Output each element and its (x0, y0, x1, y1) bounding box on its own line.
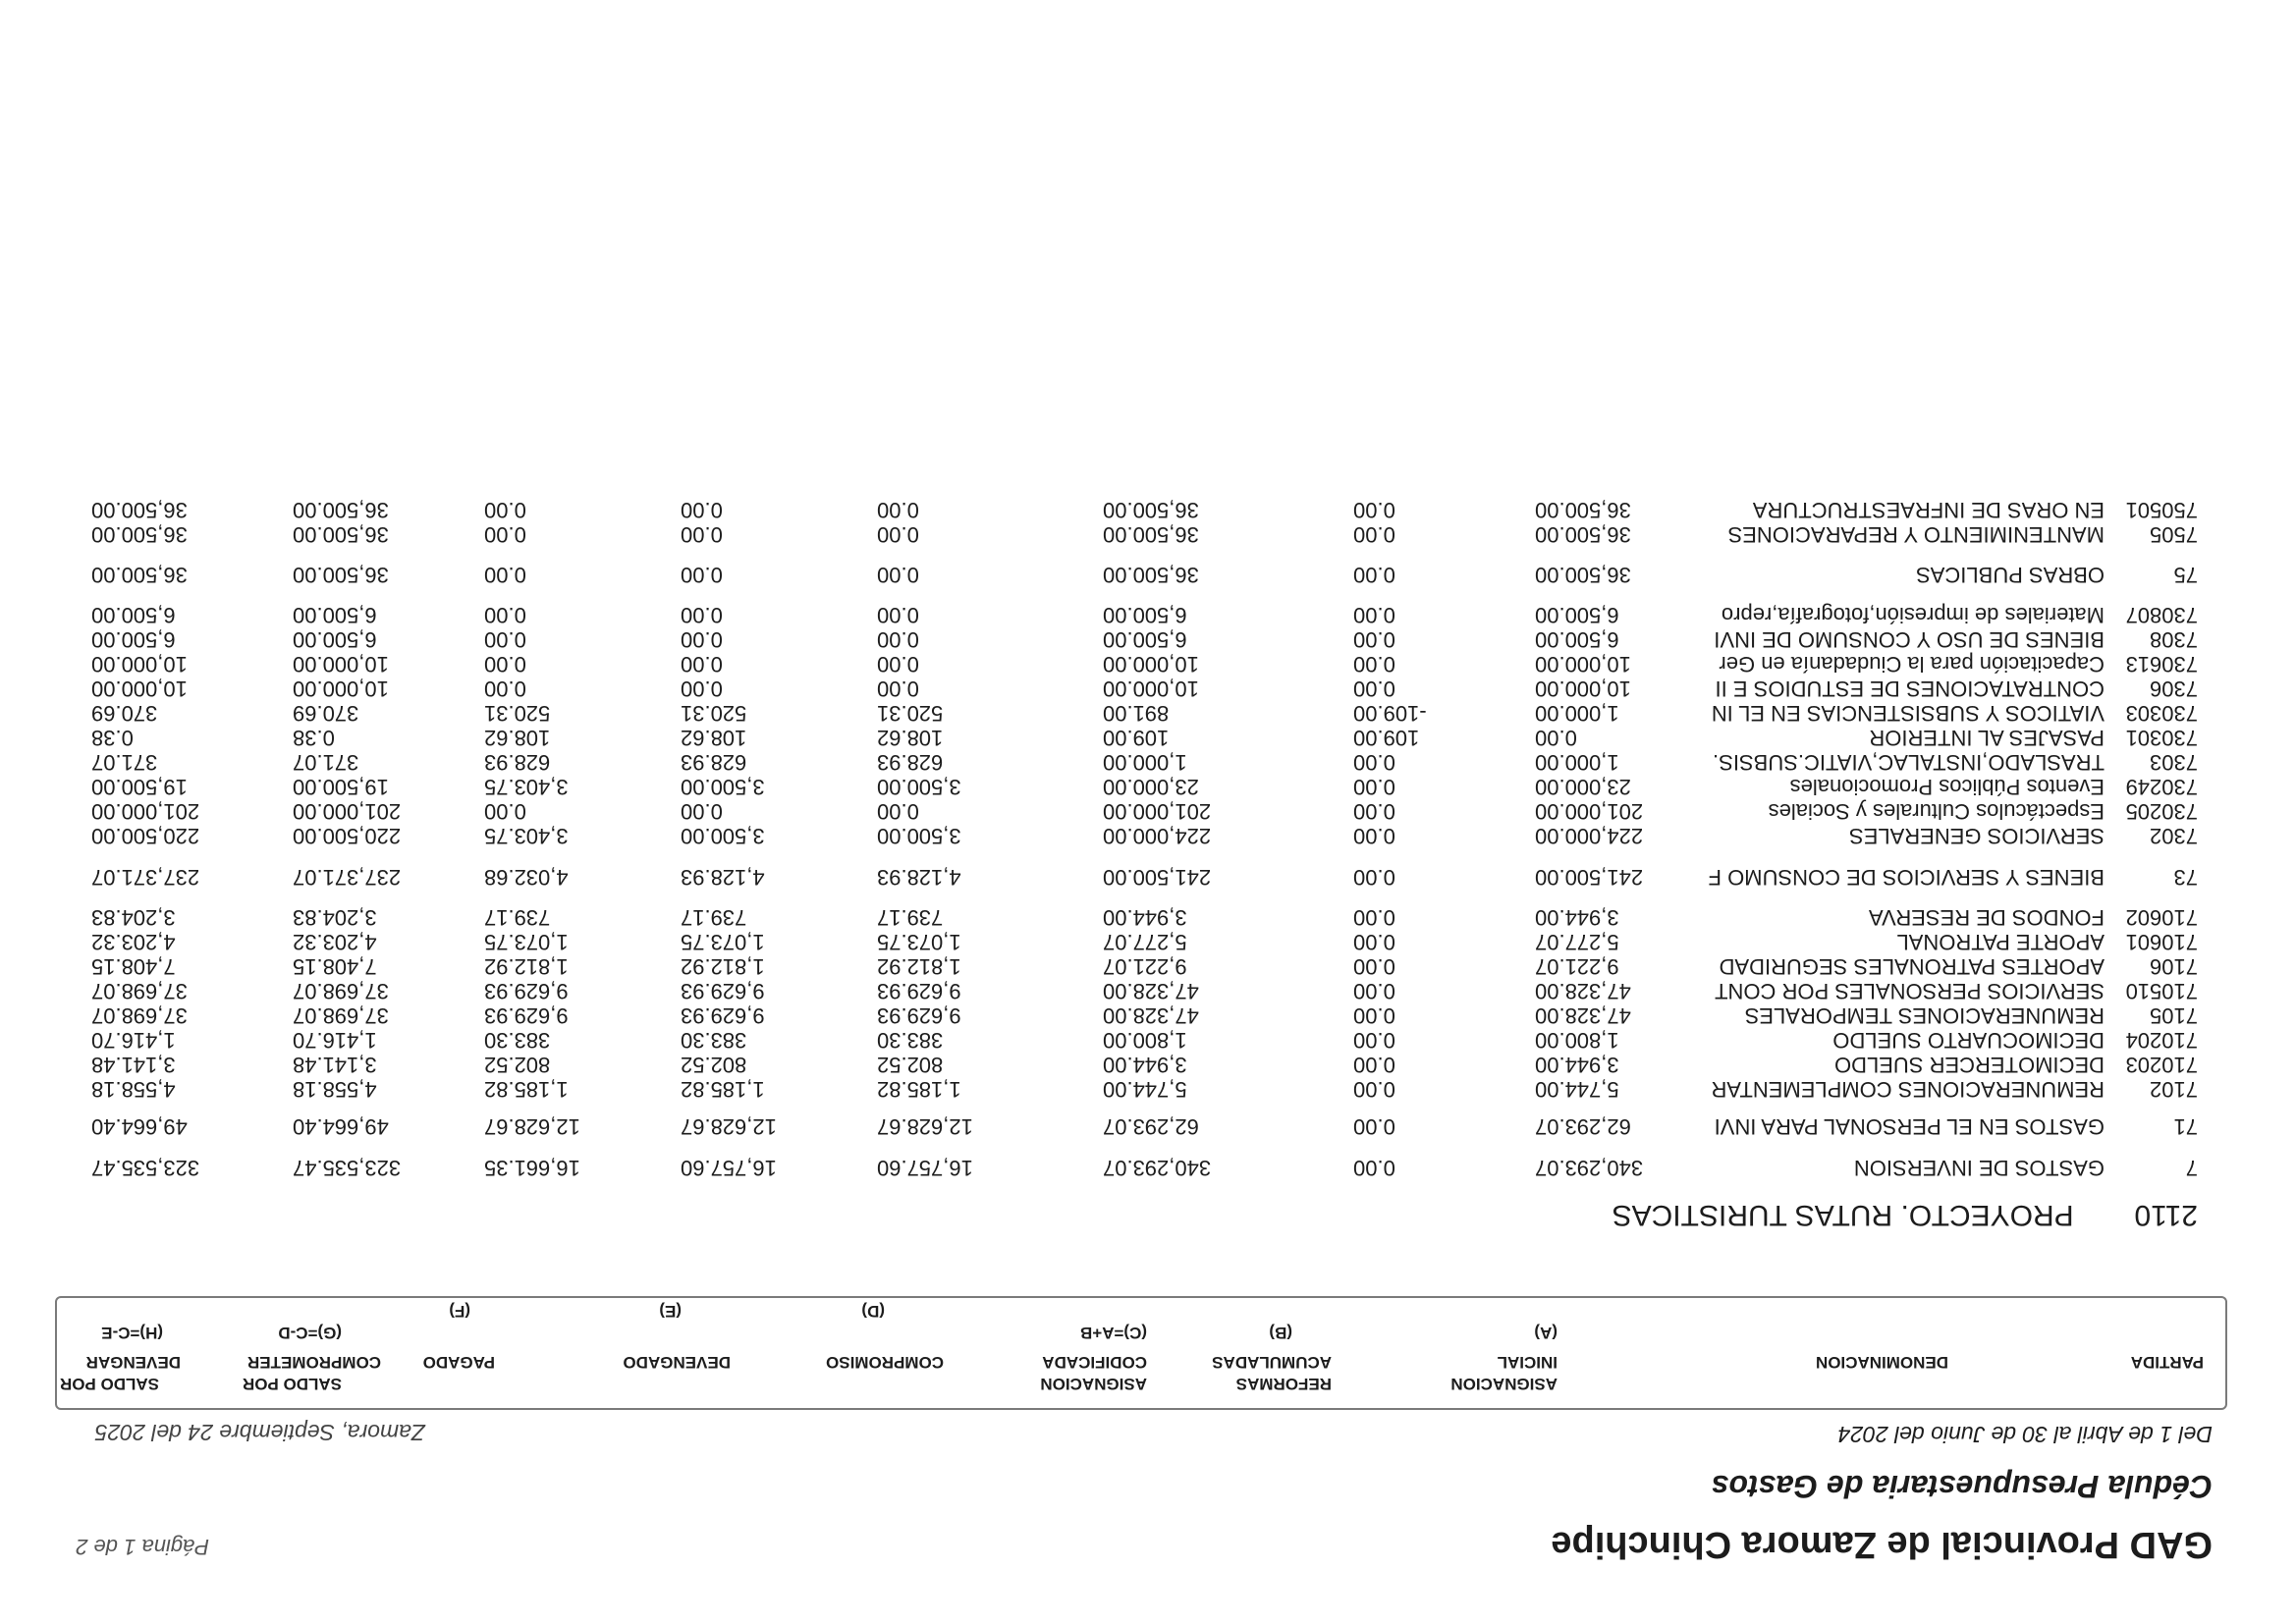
amount-cell-f: 1,812.92 (484, 954, 569, 979)
col-header-asignacion-inicial: ASIGNACION INICIAL (A) (1450, 1324, 1558, 1393)
amount-cell-h: 36,500.00 (91, 563, 188, 587)
denominacion-cell: GASTOS DE INVERSION (1853, 1156, 2105, 1180)
amount-cell-h: 370.69 (91, 701, 158, 726)
amount-cell-c: 36,500.00 (1103, 522, 1199, 547)
amount-cell-f: 12,628.67 (484, 1114, 580, 1139)
amount-cell-d: 0.00 (877, 799, 919, 824)
amount-cell-h: 1,416.70 (91, 1028, 176, 1053)
amount-cell-b: 0.00 (1353, 677, 1395, 701)
amount-cell-d: 0.00 (877, 677, 919, 701)
amount-cell-a: 10,000.00 (1535, 677, 1631, 701)
denominacion-cell: Materiales de impresión,fotografía,repro (1721, 603, 2105, 627)
amount-cell-c: 36,500.00 (1103, 563, 1199, 587)
amount-cell-d: 4,128.93 (877, 865, 961, 890)
table-row (0, 493, 2296, 522)
amount-cell-h: 37,698.07 (91, 979, 188, 1003)
amount-cell-b: 0.00 (1353, 522, 1395, 547)
amount-cell-g: 36,500.00 (293, 522, 389, 547)
amount-cell-b: 0.00 (1353, 652, 1395, 677)
amount-cell-e: 0.00 (681, 677, 723, 701)
amount-cell-g: 3,141.48 (293, 1053, 377, 1077)
amount-cell-d: 0.00 (877, 603, 919, 627)
amount-cell-b: 0.00 (1353, 1028, 1395, 1053)
amount-cell-h: 201,000.00 (91, 799, 200, 824)
amount-cell-f: 0.00 (484, 498, 526, 522)
amount-cell-g: 4,203.32 (293, 930, 377, 954)
partida-cell: 710204 (2125, 1028, 2198, 1053)
amount-cell-f: 0.00 (484, 677, 526, 701)
amount-cell-g: 1,416.70 (293, 1028, 377, 1053)
amount-cell-h: 37,698.07 (91, 1003, 188, 1028)
amount-cell-c: 5,277.07 (1103, 930, 1187, 954)
amount-cell-d: 0.00 (877, 627, 919, 652)
amount-cell-f: 1,185.82 (484, 1077, 569, 1102)
amount-cell-d: 0.00 (877, 563, 919, 587)
amount-cell-a: 340,293.07 (1535, 1156, 1644, 1180)
amount-cell-f: 0.00 (484, 799, 526, 824)
amount-cell-a: 10,000.00 (1535, 652, 1631, 677)
amount-cell-c: 6,500.00 (1103, 627, 1187, 652)
amount-cell-h: 49,664.40 (91, 1114, 188, 1139)
amount-cell-b: 0.00 (1353, 799, 1395, 824)
table-row (0, 860, 2296, 890)
amount-cell-f: 3,403.75 (484, 775, 569, 799)
denominacion-cell: BIENES Y SERVICIOS DE CONSUMO F (1708, 865, 2105, 890)
amount-cell-d: 383.30 (877, 1028, 944, 1053)
partida-cell: 710203 (2125, 1053, 2198, 1077)
amount-cell-d: 802.52 (877, 1053, 944, 1077)
amount-cell-f: 0.00 (484, 603, 526, 627)
partida-cell: 75 (2173, 563, 2198, 587)
amount-cell-a: 36,500.00 (1535, 498, 1631, 522)
amount-cell-d: 0.00 (877, 498, 919, 522)
amount-cell-e: 108.62 (681, 726, 747, 750)
amount-cell-e: 1,185.82 (681, 1077, 765, 1102)
amount-cell-e: 0.00 (681, 799, 723, 824)
amount-cell-g: 4,558.18 (293, 1077, 377, 1102)
partida-cell: 7306 (2150, 677, 2198, 701)
amount-cell-b: 0.00 (1353, 498, 1395, 522)
partida-cell: 730613 (2125, 652, 2198, 677)
col-header-devengado: DEVENGADO (E) (623, 1302, 731, 1372)
amount-cell-b: 0.00 (1353, 865, 1395, 890)
denominacion-cell: SERVICIOS PERSONALES POR CONT (1715, 979, 2105, 1003)
partida-cell: 730301 (2125, 726, 2198, 750)
amount-cell-c: 3,944.00 (1103, 905, 1187, 930)
amount-cell-c: 1,000.00 (1103, 750, 1187, 775)
denominacion-cell: DECIMOCUARTO SUELDO (1832, 1028, 2105, 1053)
amount-cell-d: 3,500.00 (877, 775, 961, 799)
amount-cell-g: 201,000.00 (293, 799, 402, 824)
amount-cell-g: 19,500.00 (293, 775, 389, 799)
amount-cell-d: 0.00 (877, 522, 919, 547)
amount-cell-h: 0.38 (91, 726, 134, 750)
amount-cell-c: 109.00 (1103, 726, 1170, 750)
amount-cell-e: 1,812.92 (681, 954, 765, 979)
amount-cell-h: 10,000.00 (91, 652, 188, 677)
col-header-saldo-devengar: SALDO POR DEVENGAR (H)=C-E (59, 1324, 181, 1393)
amount-cell-c: 6,500.00 (1103, 603, 1187, 627)
amount-cell-a: 241,500.00 (1535, 865, 1644, 890)
amount-cell-c: 47,328.00 (1103, 979, 1199, 1003)
amount-cell-a: 5,277.07 (1535, 930, 1619, 954)
amount-cell-d: 1,073.75 (877, 930, 961, 954)
partida-cell: 7 (2185, 1156, 2198, 1180)
amount-cell-b: -109.00 (1353, 701, 1427, 726)
amount-cell-a: 6,500.00 (1535, 627, 1619, 652)
amount-cell-c: 47,328.00 (1103, 1003, 1199, 1028)
amount-cell-b: 0.00 (1353, 1156, 1395, 1180)
denominacion-cell: MANTENIMIENTO Y REPARACIONES (1727, 522, 2105, 547)
amount-cell-e: 9,629.93 (681, 979, 765, 1003)
partida-cell: 730205 (2125, 799, 2198, 824)
amount-cell-h: 36,500.00 (91, 522, 188, 547)
denominacion-cell: PASAJES AL INTERIOR (1869, 726, 2105, 750)
partida-cell: 730807 (2125, 603, 2198, 627)
amount-cell-g: 237,371.07 (293, 865, 402, 890)
denominacion-cell: APORTES PATRONALES SEGURIDAD (1719, 954, 2105, 979)
amount-cell-e: 0.00 (681, 498, 723, 522)
amount-cell-g: 370.69 (293, 701, 359, 726)
amount-cell-d: 1,812.92 (877, 954, 961, 979)
amount-cell-h: 10,000.00 (91, 677, 188, 701)
amount-cell-f: 0.00 (484, 563, 526, 587)
denominacion-cell: FONDOS DE RESERVA (1868, 905, 2105, 930)
amount-cell-a: 1,800.00 (1535, 1028, 1619, 1053)
amount-cell-f: 0.00 (484, 627, 526, 652)
amount-cell-e: 4,128.93 (681, 865, 765, 890)
amount-cell-g: 220,500.00 (293, 824, 402, 848)
col-header-saldo-comprometer: SALDO POR COMPROMETER (G)=C-D (242, 1324, 381, 1393)
amount-cell-a: 23,000.00 (1535, 775, 1631, 799)
amount-cell-g: 49,664.40 (293, 1114, 389, 1139)
denominacion-cell: DECIMOTERCER SUELDO (1833, 1053, 2105, 1077)
amount-cell-e: 628.93 (681, 750, 747, 775)
amount-cell-b: 0.00 (1353, 824, 1395, 848)
amount-cell-d: 9,629.93 (877, 979, 961, 1003)
amount-cell-f: 0.00 (484, 652, 526, 677)
amount-cell-e: 9,629.93 (681, 1003, 765, 1028)
amount-cell-b: 0.00 (1353, 905, 1395, 930)
amount-cell-e: 0.00 (681, 652, 723, 677)
amount-cell-h: 371.07 (91, 750, 158, 775)
amount-cell-a: 6,500.00 (1535, 603, 1619, 627)
amount-cell-e: 520.31 (681, 701, 747, 726)
amount-cell-c: 891.00 (1103, 701, 1170, 726)
amount-cell-b: 0.00 (1353, 1114, 1395, 1139)
amount-cell-c: 340,293.07 (1103, 1156, 1212, 1180)
amount-cell-d: 3,500.00 (877, 824, 961, 848)
amount-cell-d: 0.00 (877, 652, 919, 677)
amount-cell-b: 0.00 (1353, 1077, 1395, 1102)
amount-cell-g: 371.07 (293, 750, 359, 775)
table-row (0, 598, 2296, 627)
amount-cell-e: 3,500.00 (681, 824, 765, 848)
amount-cell-c: 10,000.00 (1103, 677, 1199, 701)
partida-cell: 750501 (2125, 498, 2198, 522)
col-header-partida: PARTIDA (2130, 1353, 2204, 1372)
amount-cell-b: 0.00 (1353, 563, 1395, 587)
col-header-compromiso: COMPROMISO (D) (826, 1302, 944, 1372)
partida-cell: 7102 (2150, 1077, 2198, 1102)
amount-cell-g: 36,500.00 (293, 563, 389, 587)
amount-cell-d: 9,629.93 (877, 1003, 961, 1028)
amount-cell-g: 7,408.15 (293, 954, 377, 979)
amount-cell-h: 6,500.00 (91, 603, 176, 627)
section-name: PROYECTO. RUTAS TURISTICAS (1612, 1199, 2074, 1231)
amount-cell-h: 323,535.47 (91, 1156, 200, 1180)
amount-cell-b: 0.00 (1353, 1003, 1395, 1028)
amount-cell-b: 0.00 (1353, 930, 1395, 954)
col-header-reformas: REFORMAS ACUMULADAS (B) (1212, 1324, 1332, 1393)
partida-cell: 7105 (2150, 1003, 2198, 1028)
amount-cell-h: 3,204.83 (91, 905, 176, 930)
amount-cell-f: 0.00 (484, 522, 526, 547)
amount-cell-f: 739.17 (484, 905, 551, 930)
amount-cell-h: 4,558.18 (91, 1077, 176, 1102)
col-header-asignacion-codificada: ASIGNACION CODIFICADA (C)=A+B (1040, 1324, 1147, 1393)
amount-cell-b: 0.00 (1353, 1053, 1395, 1077)
amount-cell-b: 0.00 (1353, 627, 1395, 652)
amount-cell-d: 520.31 (877, 701, 944, 726)
partida-cell: 7308 (2150, 627, 2198, 652)
amount-cell-a: 47,328.00 (1535, 979, 1631, 1003)
amount-cell-b: 0.00 (1353, 979, 1395, 1003)
amount-cell-f: 3,403.75 (484, 824, 569, 848)
amount-cell-h: 3,141.48 (91, 1053, 176, 1077)
amount-cell-b: 0.00 (1353, 750, 1395, 775)
amount-cell-d: 108.62 (877, 726, 944, 750)
amount-cell-g: 6,500.00 (293, 627, 377, 652)
amount-cell-g: 3,204.83 (293, 905, 377, 930)
report-subtitle: Cédula Presupuestaria de Gastos (1711, 1469, 2213, 1504)
amount-cell-f: 383.30 (484, 1028, 551, 1053)
table-row (0, 900, 2296, 930)
amount-cell-h: 237,371.07 (91, 865, 200, 890)
amount-cell-e: 802.52 (681, 1053, 747, 1077)
amount-cell-b: 0.00 (1353, 954, 1395, 979)
amount-cell-a: 5,744.00 (1535, 1077, 1619, 1102)
amount-cell-c: 224,000.00 (1103, 824, 1212, 848)
amount-cell-h: 7,408.15 (91, 954, 176, 979)
amount-cell-f: 9,629.93 (484, 1003, 569, 1028)
amount-cell-g: 6,500.00 (293, 603, 377, 627)
amount-cell-a: 3,944.00 (1535, 1053, 1619, 1077)
denominacion-cell: REMUNERACIONES TEMPORALES (1744, 1003, 2105, 1028)
amount-cell-e: 0.00 (681, 522, 723, 547)
amount-cell-e: 0.00 (681, 603, 723, 627)
partida-cell: 73 (2173, 865, 2198, 890)
amount-cell-h: 36,500.00 (91, 498, 188, 522)
amount-cell-c: 201,000.00 (1103, 799, 1212, 824)
partida-cell: 7303 (2150, 750, 2198, 775)
amount-cell-a: 9,221.07 (1535, 954, 1619, 979)
amount-cell-d: 628.93 (877, 750, 944, 775)
amount-cell-g: 37,698.07 (293, 1003, 389, 1028)
amount-cell-d: 12,628.67 (877, 1114, 973, 1139)
amount-cell-e: 12,628.67 (681, 1114, 777, 1139)
amount-cell-f: 16,661.35 (484, 1156, 580, 1180)
amount-cell-g: 323,535.47 (293, 1156, 402, 1180)
amount-cell-c: 36,500.00 (1103, 498, 1199, 522)
table-row (0, 558, 2296, 587)
amount-cell-a: 201,000.00 (1535, 799, 1644, 824)
denominacion-cell: REMUNERACIONES COMPLEMENTAR (1711, 1077, 2105, 1102)
amount-cell-a: 224,000.00 (1535, 824, 1644, 848)
amount-cell-e: 3,500.00 (681, 775, 765, 799)
amount-cell-a: 0.00 (1535, 726, 1577, 750)
partida-cell: 7302 (2150, 824, 2198, 848)
denominacion-cell: OBRAS PUBLICAS (1916, 563, 2105, 587)
amount-cell-h: 220,500.00 (91, 824, 200, 848)
amount-cell-h: 4,203.32 (91, 930, 176, 954)
partida-cell: 710602 (2125, 905, 2198, 930)
denominacion-cell: Eventos Públicos Promocionales (1789, 775, 2105, 799)
report-period: Del 1 de Abril al 30 de Junio del 2024 (1837, 1422, 2213, 1447)
amount-cell-f: 1,073.75 (484, 930, 569, 954)
denominacion-cell: GASTOS EN EL PERSONAL PARA INVI (1714, 1114, 2105, 1139)
amount-cell-c: 3,944.00 (1103, 1053, 1187, 1077)
amount-cell-h: 19,500.00 (91, 775, 188, 799)
amount-cell-c: 23,000.00 (1103, 775, 1199, 799)
table-row (0, 1151, 2296, 1180)
partida-cell: 730303 (2125, 701, 2198, 726)
amount-cell-a: 1,000.00 (1535, 701, 1619, 726)
col-header-pagado: PAGADO (F) (422, 1302, 495, 1372)
denominacion-cell: SERVICIOS GENERALES (1848, 824, 2105, 848)
amount-cell-f: 802.52 (484, 1053, 551, 1077)
denominacion-cell: APORTE PATRONAL (1896, 930, 2105, 954)
amount-cell-h: 6,500.00 (91, 627, 176, 652)
amount-cell-g: 10,000.00 (293, 677, 389, 701)
partida-cell: 71 (2173, 1114, 2198, 1139)
amount-cell-a: 47,328.00 (1535, 1003, 1631, 1028)
denominacion-cell: CONTRATACIONES DE ESTUDIOS E II (1715, 677, 2105, 701)
amount-cell-e: 0.00 (681, 563, 723, 587)
amount-cell-a: 62,293.07 (1535, 1114, 1631, 1139)
partida-cell: 730249 (2125, 775, 2198, 799)
denominacion-cell: Capacitación para la Ciudadanía en Ger (1719, 652, 2105, 677)
denominacion-cell: EN ORAS DE INFRAESTRUCTURA (1752, 498, 2105, 522)
col-header-denominacion: DENOMINACION (1815, 1353, 1948, 1372)
amount-cell-a: 36,500.00 (1535, 522, 1631, 547)
partida-cell: 710510 (2125, 979, 2198, 1003)
amount-cell-e: 0.00 (681, 627, 723, 652)
table-row (0, 1110, 2296, 1139)
partida-cell: 7106 (2150, 954, 2198, 979)
amount-cell-c: 1,800.00 (1103, 1028, 1187, 1053)
section-code: 2110 (2134, 1199, 2198, 1231)
amount-cell-e: 739.17 (681, 905, 747, 930)
amount-cell-f: 108.62 (484, 726, 551, 750)
report-place-date: Zamora, Septiembre 24 del 2025 (94, 1420, 425, 1445)
amount-cell-c: 9,221.07 (1103, 954, 1187, 979)
page-number: Página 1 de 2 (76, 1535, 209, 1559)
amount-cell-a: 1,000.00 (1535, 750, 1619, 775)
amount-cell-f: 520.31 (484, 701, 551, 726)
partida-cell: 710601 (2125, 930, 2198, 954)
amount-cell-a: 3,944.00 (1535, 905, 1619, 930)
amount-cell-g: 36,500.00 (293, 498, 389, 522)
denominacion-cell: VIATICOS Y SUBSISTENCIAS EN EL IN (1711, 701, 2105, 726)
amount-cell-a: 36,500.00 (1535, 563, 1631, 587)
amount-cell-e: 16,757.60 (681, 1156, 777, 1180)
amount-cell-e: 383.30 (681, 1028, 747, 1053)
amount-cell-c: 10,000.00 (1103, 652, 1199, 677)
table-header (55, 1296, 2227, 1410)
denominacion-cell: TRASLADO,INSTALAC,VIATIC.SUBSIS. (1713, 750, 2105, 775)
section-title (1613, 1198, 2198, 1231)
amount-cell-g: 10,000.00 (293, 652, 389, 677)
amount-cell-e: 1,073.75 (681, 930, 765, 954)
amount-cell-b: 109.00 (1353, 726, 1420, 750)
partida-cell: 7505 (2150, 522, 2198, 547)
amount-cell-g: 0.38 (293, 726, 335, 750)
report-title: GAD Provincial de Zamora Chinchipe (1551, 1524, 2213, 1565)
amount-cell-f: 4,032.68 (484, 865, 569, 890)
amount-cell-c: 62,293.07 (1103, 1114, 1199, 1139)
denominacion-cell: Espectáculos Culturales y Sociales (1768, 799, 2105, 824)
amount-cell-b: 0.00 (1353, 775, 1395, 799)
denominacion-cell: BIENES DE USO Y CONSUMO DE INVI (1714, 627, 2105, 652)
amount-cell-d: 739.17 (877, 905, 944, 930)
amount-cell-f: 628.93 (484, 750, 551, 775)
amount-cell-c: 241,500.00 (1103, 865, 1212, 890)
amount-cell-d: 16,757.60 (877, 1156, 973, 1180)
amount-cell-c: 5,744.00 (1103, 1077, 1187, 1102)
amount-cell-f: 9,629.93 (484, 979, 569, 1003)
amount-cell-d: 1,185.82 (877, 1077, 961, 1102)
amount-cell-g: 37,698.07 (293, 979, 389, 1003)
amount-cell-b: 0.00 (1353, 603, 1395, 627)
